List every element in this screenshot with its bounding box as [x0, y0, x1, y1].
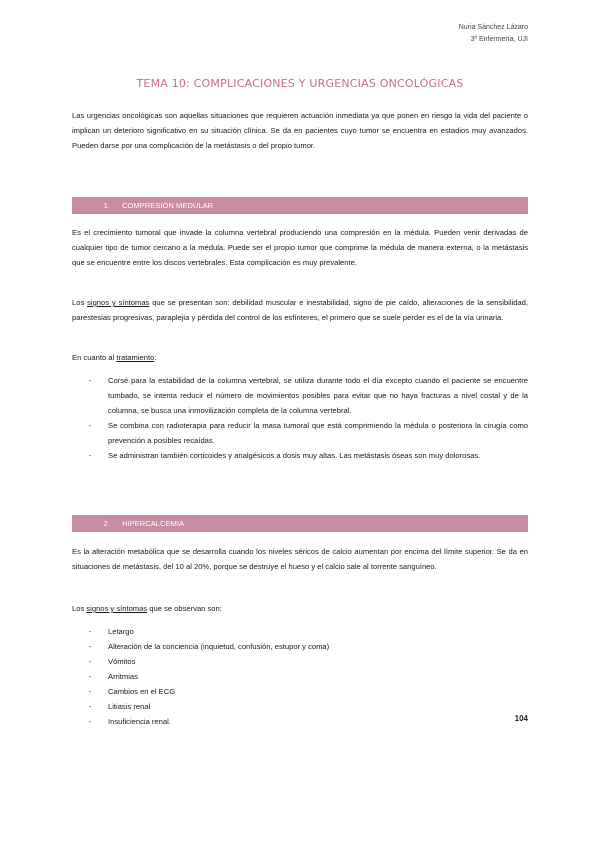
intro-paragraph: Las urgencias oncológicas son aquellas situaciones que requieren actuación inmediata ya que ponen en riesgo la vida del paciente o implican un deterioro significativo en su situación clínica. Se da en pacientes cuyo tumor se encuentra en estadios muy avanzados. Pueden darse por una complicación de la metástasis o del propio tumor. — [72, 111, 528, 150]
section-header-hipercalcemia — [72, 515, 528, 532]
section1-signs-paragraph — [72, 295, 528, 325]
list-item — [72, 639, 528, 654]
signs-term: signos y síntomas — [86, 604, 148, 613]
signs-text: que se presentan son: debilidad muscular e inestabilidad, signo de pie caído, alteraciones de la sensibilidad, parestesias progresivas, paraplejia y pérdida del control de los esfínteres, el primero que se suele perder es el de la vía urinaria. — [72, 298, 528, 322]
section-title: HIPERCALCEMIA — [122, 519, 185, 528]
page-header — [459, 22, 528, 46]
list-item-text: Cambios en el ECG — [108, 687, 176, 696]
section1-definition: Es el crecimiento tumoral que invade la columna vertebral produciendo una compresión en la médula. Pueden venir derivadas de cualquier tipo de tumor cercano a la médula. Puede ser el propio tumor que comprime la médula de manera externa, o la metástasis que se encuentre entre los discos vertebrales. Esta complicación es muy prevalente. — [72, 228, 528, 267]
list-dash: - — [89, 627, 92, 636]
list-dash: - — [89, 451, 92, 460]
treatment-heading — [72, 350, 528, 365]
list-item-text: Letargo — [108, 627, 134, 636]
section2-signs-heading — [72, 601, 528, 616]
list-dash: - — [89, 376, 92, 385]
list-item — [72, 684, 528, 699]
list-item-text: Se administran también corticoides y analgésicos a dosis muy altas. Las metástasis óseas son muy dolorosas. — [108, 451, 481, 460]
treatment-list — [72, 373, 528, 463]
list-dash: - — [89, 642, 92, 651]
list-item-text: Vómitos — [108, 657, 136, 666]
list-dash: - — [89, 687, 92, 696]
list-item-text: Litiasis renal — [108, 702, 151, 711]
list-dash: - — [89, 672, 92, 681]
list-item — [72, 373, 528, 418]
list-item-text: Arritmias — [108, 672, 138, 681]
list-item — [72, 669, 528, 684]
list-dash: - — [89, 702, 92, 711]
list-item — [72, 418, 528, 448]
section-header-compresion-medular — [72, 197, 528, 214]
course-name: 3º Enfermería, UJI — [470, 36, 528, 43]
list-dash: - — [89, 657, 92, 666]
list-item — [72, 654, 528, 669]
list-item-text: Alteración de la conciencia (inquietud, confusión, estupor y coma) — [108, 642, 330, 651]
treatment-suffix: : — [154, 353, 157, 362]
list-item-text: Corsé para la estabilidad de la columna vertebral, se utiliza durante todo el día excepto cuando el paciente se encuentre tumbado, se intenta reducir el número de movimientos posibles para evitar que no haya fracturas a nivel costal y de la columna, se busca una inmovilización completa de la columna vertebral. — [108, 376, 528, 415]
list-item — [72, 714, 528, 729]
list-dash: - — [89, 421, 92, 430]
section-number: 1. — [103, 201, 110, 210]
signs-suffix: que se observan son: — [147, 604, 222, 613]
signs-term: signos y síntomas — [87, 298, 150, 307]
hipercalcemia-signs-list — [72, 624, 528, 729]
page-number: 104 — [514, 714, 528, 723]
treatment-prefix: En cuanto al — [72, 353, 117, 362]
signs-prefix: Los — [72, 298, 88, 307]
list-item-text: Insuficiencia renal. — [108, 717, 171, 726]
list-item — [72, 448, 528, 463]
list-item-text: Se combina con radioterapia para reducir la masa tumoral que está comprimiendo la médula o posteriora la cirugía como prevención a posibles recaídas. — [108, 421, 528, 445]
section2-definition: Es la alteración metabólica que se desarrolla cuando los niveles séricos de calcio aumentan por encima del límite superior. Se da en situaciones de metástasis, del 10 al 20%, porque se destruye el hueso y el calcio sale al torrente sanguíneo. — [72, 547, 528, 571]
list-item — [72, 699, 528, 714]
list-item — [72, 624, 528, 639]
section-number: 2. — [103, 519, 110, 528]
document-title: TEMA 10: COMPLICACIONES Y URGENCIAS ONCOLÓGICAS — [136, 77, 464, 90]
treatment-term: tratamiento — [116, 353, 155, 362]
list-dash: - — [89, 717, 92, 726]
signs-prefix: Los — [72, 604, 87, 613]
section-title: COMPRESIÓN MEDULAR — [122, 201, 214, 210]
author-name: Nuria Sánchez Lázaro — [458, 24, 528, 31]
